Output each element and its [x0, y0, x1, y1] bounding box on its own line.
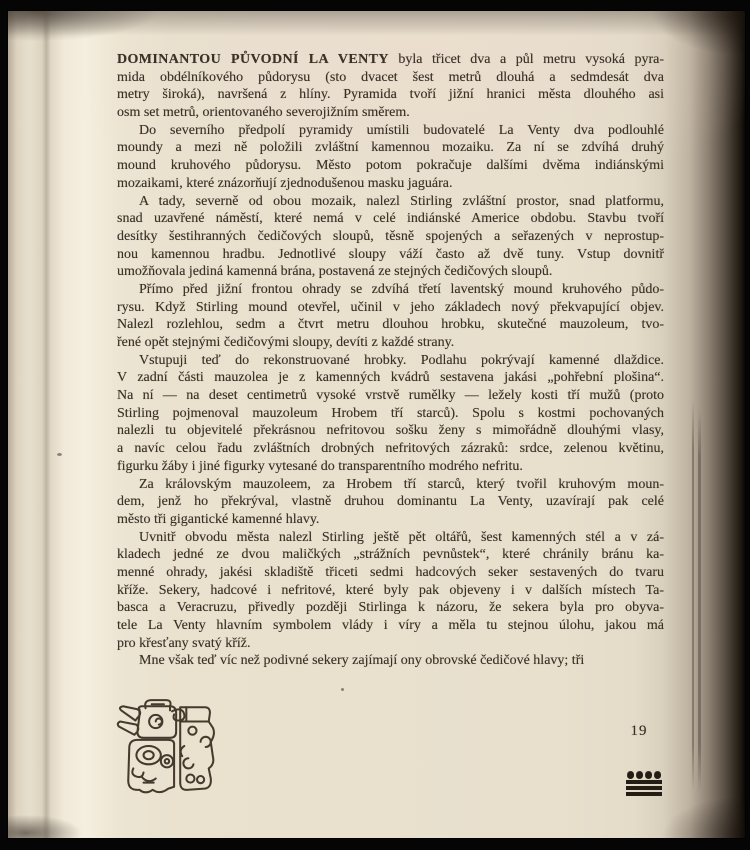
text-line: Za královským mauzoleem, za Hrobem tří starců, který tvořil kruhovým moun- — [139, 476, 664, 492]
text-line: figurku žáby i jiné figurky vytesané do transparentního modrého nefritu. — [117, 458, 523, 474]
text-line: město tři gigantické kamenné hlavy. — [117, 511, 320, 527]
text-line: Vstupuji teď do rekonstruované hrobky. Podlahu pokrývají kamenné dlaždice. — [139, 352, 664, 368]
text-line: DOMINANTOU PŮVODNÍ LA VENTY byla třicet dva a půl metru vysoká pyra- — [117, 52, 664, 67]
text-line: Uvnitř obvodu města nalezl Stirling ještě pět oltářů, šest kamenných stél a v zá- — [139, 529, 664, 545]
text-line: mound kruhového půdorysu. Město potom pokračuje dalšími dvěma indiánskými — [117, 158, 664, 174]
text-line: Do severního předpolí pyramidy umístili budovatelé La Venty dva podlouhlé — [139, 122, 664, 138]
text-line: mida obdélníkového půdorysu (sto dvacet šest metrů dlouhá a sedmdesát dva — [117, 69, 664, 85]
text-line: nou kamennou hradbu. Jednotlivé sloupy váží často až dvě tuny. Vstup dovnitř — [117, 246, 664, 262]
page-number: 19 — [630, 723, 648, 739]
text-line: A tady, severně od obou mozaik, nalezl Stirling zvláštní prostor, snad platformu, — [139, 193, 664, 209]
text-line: kladech jedné ze dvou maličkých „strážních pevnůstek“, které chránily bránu ka- — [117, 547, 664, 563]
text-line: Na ní — na deset centimetrů vysoké vrstvě rumělky — ležely kosti tří mužů (proto — [117, 388, 664, 404]
maya-numeral-dots — [627, 771, 662, 779]
text-line: řené opět stejnými čedičovými sloupy, devíti z každé strany. — [117, 335, 455, 350]
dust-speck — [57, 453, 62, 456]
text-line: rysu. Když Stirling mound otevřel, učinil v jeho základech nový překvapující objev. — [117, 299, 664, 315]
maya-dot — [636, 771, 644, 779]
maya-bar — [626, 780, 662, 784]
text-line: Mne však teď víc než podivné sekery zajímají ony obrovské čedičové hlavy; tři — [139, 653, 585, 669]
text-line: menné ohrady, jakési skladiště třiceti sedmi hadcových seker sestavených do tvaru — [117, 564, 664, 580]
text-line: metry široká), navršená z hlíny. Pyramida tvoří jižní hranici města dlouhého asi — [117, 87, 664, 103]
page-edge-shadow — [698, 411, 701, 791]
maya-glyph-illustration — [115, 697, 223, 797]
dust-speck — [341, 688, 344, 691]
maya-bar — [626, 786, 662, 790]
text-line: nalezli tu objevitelé překrásnou nefritovou sošku ženy s mimořádně dlouhými vlasy, — [117, 423, 664, 439]
text-line: a navíc celou řadu zvláštních drobných nefritových zázraků: srdce, zelenou květinu, — [117, 441, 664, 457]
text-line: desítky šestihranných čedičových sloupů, těsně spojených a seřazených v neprostup- — [117, 228, 664, 244]
chapter-lead-text: DOMINANTOU PŮVODNÍ LA VENTY — [117, 52, 389, 67]
body-text — [117, 51, 664, 670]
text-line: kříže. Sekery, hadcové i nefritové, které byly pak objeveny i v dalších místech Ta- — [117, 582, 664, 598]
text-line: snad uzavřené náměstí, které nemá v celé indiánské Americe obdobu. Stavbu tvoří — [117, 211, 664, 227]
maya-numeral-bars — [626, 780, 662, 796]
maya-dot — [654, 771, 662, 779]
text-line: tele La Venty hlavním symbolem vlády i víry a měla tu stejnou úlohu, jakou má — [117, 618, 664, 633]
maya-numeral — [625, 771, 663, 796]
text-line: Nalezl rozlehlou, sedm a čtvrt metru dlouhou hrobku, skutečné mauzoleum, tvo- — [117, 317, 664, 333]
text-line: pro křesťany svatý kříž. — [117, 635, 251, 651]
text-line: Přímo před jižní frontou ohrady se zdvíhá třetí laventský mound kruhového půdo- — [139, 281, 664, 297]
text-line: basca a Veracruzu, přivedly později Stirlinga k názoru, že sekera byla pro obyva- — [117, 600, 664, 616]
text-line: dem, jenž ho překrýval, vlastně druhou dominantu La Venty, uzavírají pak celé — [117, 494, 664, 510]
maya-bar — [626, 792, 662, 796]
page-gutter-crease — [42, 11, 51, 838]
text-line: umožňovala jediná kamenná brána, postavená ze stejných čedičových sloupů. — [117, 264, 553, 280]
text-line: V zadní části mauzolea je z kamenných kvádrů sestavena jakási „pohřební plošina“. — [117, 370, 664, 386]
maya-dot — [645, 771, 653, 779]
page-edge-shadow — [692, 401, 694, 791]
text-line: Stirling pojmenoval mauzoleum Hrobem tří starců). Spolu s kostmi pochovaných — [117, 405, 664, 421]
maya-dot — [627, 771, 635, 779]
text-line: osm set metrů, orientovaného severojižním směrem. — [117, 105, 410, 121]
text-line: mozaikami, které znázorňují zjednodušenou masku jaguára. — [117, 175, 453, 191]
text-line: moundy a mezi ně položili zvláštní kamennou mozaiku. Za ní se zdvíhá druhý — [117, 140, 664, 156]
book-page — [8, 11, 745, 838]
